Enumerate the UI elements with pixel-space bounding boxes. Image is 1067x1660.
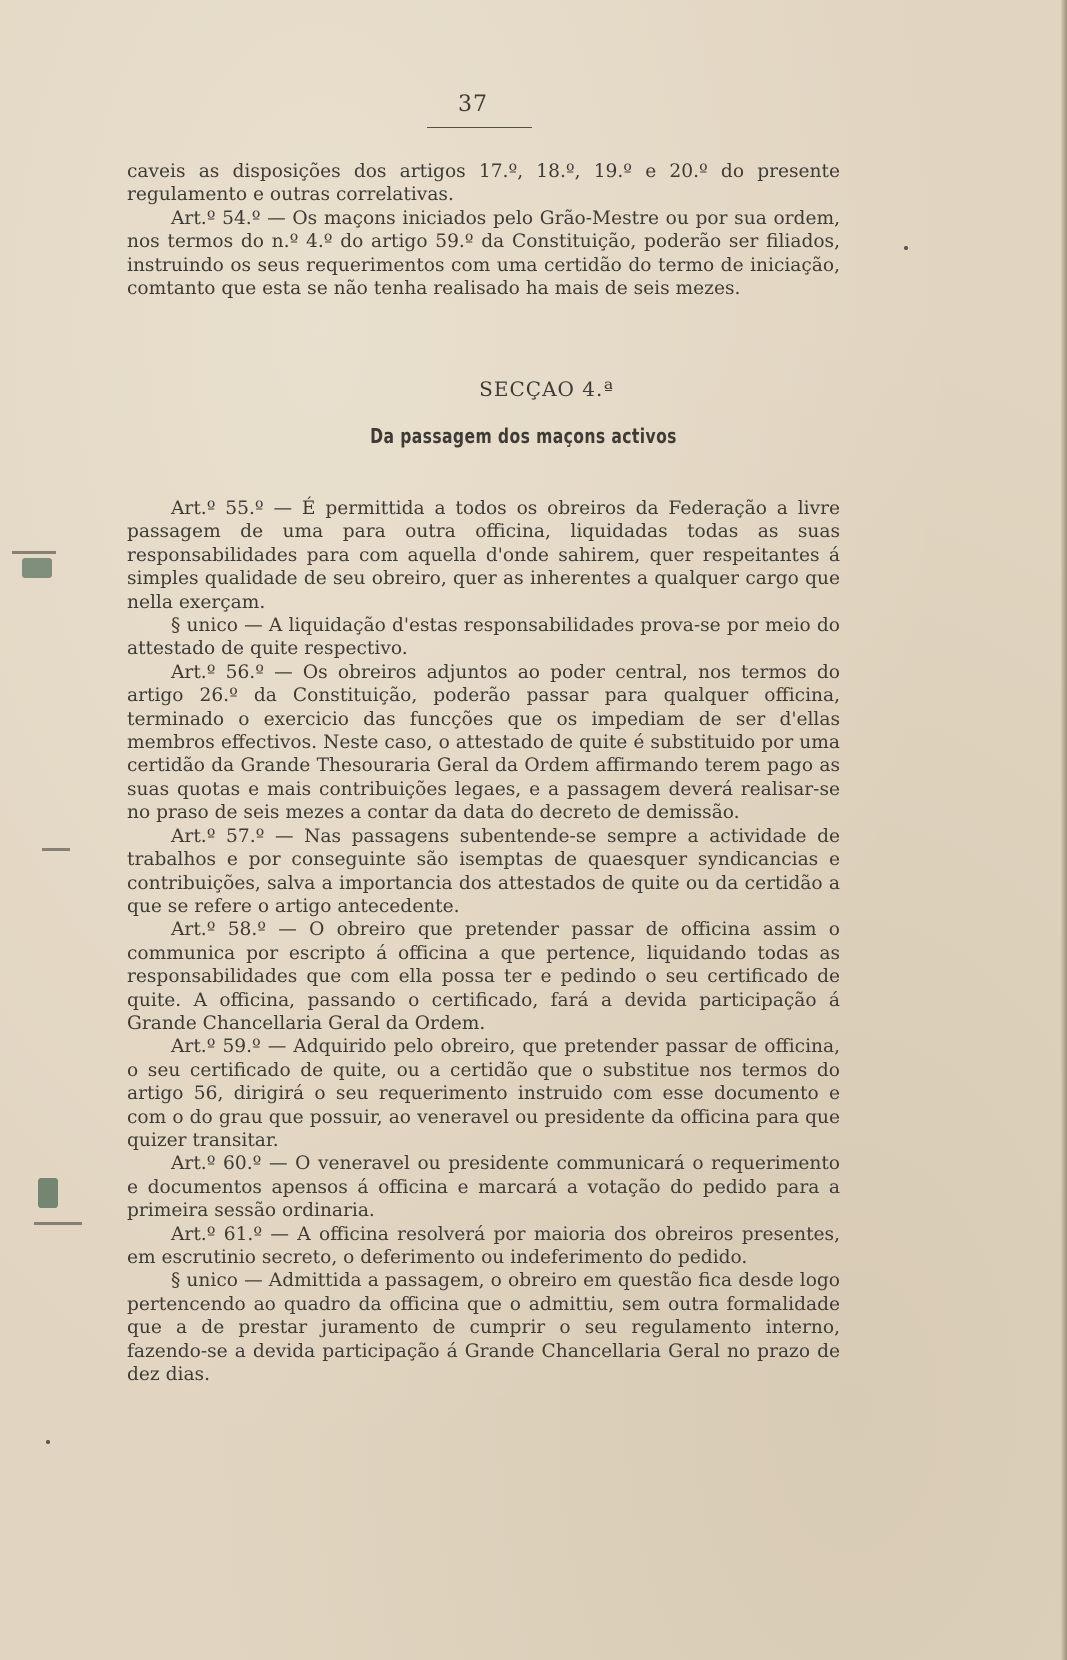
article-54: Art.º 54.º — Os maçons iniciados pelo Grão-Mestre ou por sua ordem, nos termos do n.º 4.º do artigo 59.º da Constituição, poderão ser filiados, instruindo os seus requerimentos com uma certidão do termo de iniciação, comtanto que esta se não tenha realisado ha mais de seis mezes. xyxy=(127,207,840,300)
page-number: 37 xyxy=(458,92,488,117)
article-55-paragraph-unico: § unico — A liquidação d'estas responsabilidades prova-se por meio do attestado de quite respectivo. xyxy=(127,615,840,660)
stray-dot xyxy=(904,246,908,250)
margin-ink-mark xyxy=(42,848,70,851)
margin-ink-mark xyxy=(34,1222,82,1225)
stray-dot xyxy=(46,1440,50,1444)
section-title: SECÇAO 4.ª xyxy=(479,377,614,401)
page-edge-shadow xyxy=(1061,0,1067,1660)
page-number-rule xyxy=(427,127,532,128)
margin-ink-mark xyxy=(38,1178,58,1208)
article-56: Art.º 56.º — Os obreiros adjuntos ao poder central, nos termos do artigo 26.º da Constituição, poderão passar para qualquer officina, terminado o exercicio das funcções que os impediam de ser d'ellas membros effectivos. Neste caso, o attestado de quite é substituido por uma certidão da Grande Thesouraria Geral da Ordem affirmando terem pago as suas quotas e mais contribuições legaes, e a passagem deverá realisar-se no praso de seis mezes a contar da data do decreto de demissão. xyxy=(127,661,840,824)
section-text-block xyxy=(127,497,840,1386)
article-59: Art.º 59.º — Adquirido pelo obreiro, que pretender passar de officina, o seu certificado de quite, ou a certidão que o substitue nos termos do artigo 56, dirigirá o seu requerimento instruido com esse documento e com o do grau que possuir, ao veneravel ou presidente da officina para que quizer transitar. xyxy=(127,1036,840,1151)
margin-ink-mark xyxy=(22,558,52,578)
intro-text-block xyxy=(127,160,840,300)
paragraph-continuation: caveis as disposições dos artigos 17.º, 18.º, 19.º e 20.º do presente regulamento e outras correlativas. xyxy=(127,161,840,206)
article-57: Art.º 57.º — Nas passagens subentende-se sempre a actividade de trabalhos e por conseguinte são isemptas de quaesquer syndicancias e contribuições, salva a importancia dos attestados de quite ou da certidão a que se refere o artigo antecedente. xyxy=(127,825,840,917)
article-55: Art.º 55.º — É permittida a todos os obreiros da Federação a livre passagem de uma para outra officina, liquidadas todas as suas responsabilidades para com aquella d'onde sahirem, quer respeitantes á simples qualidade de seu obreiro, quer as inherentes a qualquer cargo que nella exerçam. xyxy=(127,498,840,613)
article-60: Art.º 60.º — O veneravel ou presidente communicará o requerimento e documentos apensos á officina e marcará a votação do pedido para a primeira sessão ordinaria. xyxy=(127,1153,840,1222)
article-61: Art.º 61.º — A officina resolverá por maioria dos obreiros presentes, em escrutinio secreto, o deferimento ou indeferimento do pedido. xyxy=(127,1223,840,1268)
section-subtitle: Da passagem dos maçons activos xyxy=(370,424,677,448)
article-61-paragraph-unico: § unico — Admittida a passagem, o obreiro em questão fica desde logo pertencendo ao quadro da officina que o admittiu, sem outra formalidade que a de prestar juramento de cumprir o seu regulamento interno, fazendo-se a devida participação á Grande Chancellaria Geral no prazo de dez dias. xyxy=(127,1270,840,1386)
margin-ink-mark xyxy=(12,551,56,554)
article-58: Art.º 58.º — O obreiro que pretender passar de officina assim o communica por escripto á officina a que pertence, liquidando todas as responsabilidades que com ella possa ter e pedindo o seu certificado de quite. A officina, passando o certificado, fará a devida participação á Grande Chancellaria Geral da Ordem. xyxy=(127,919,840,1034)
